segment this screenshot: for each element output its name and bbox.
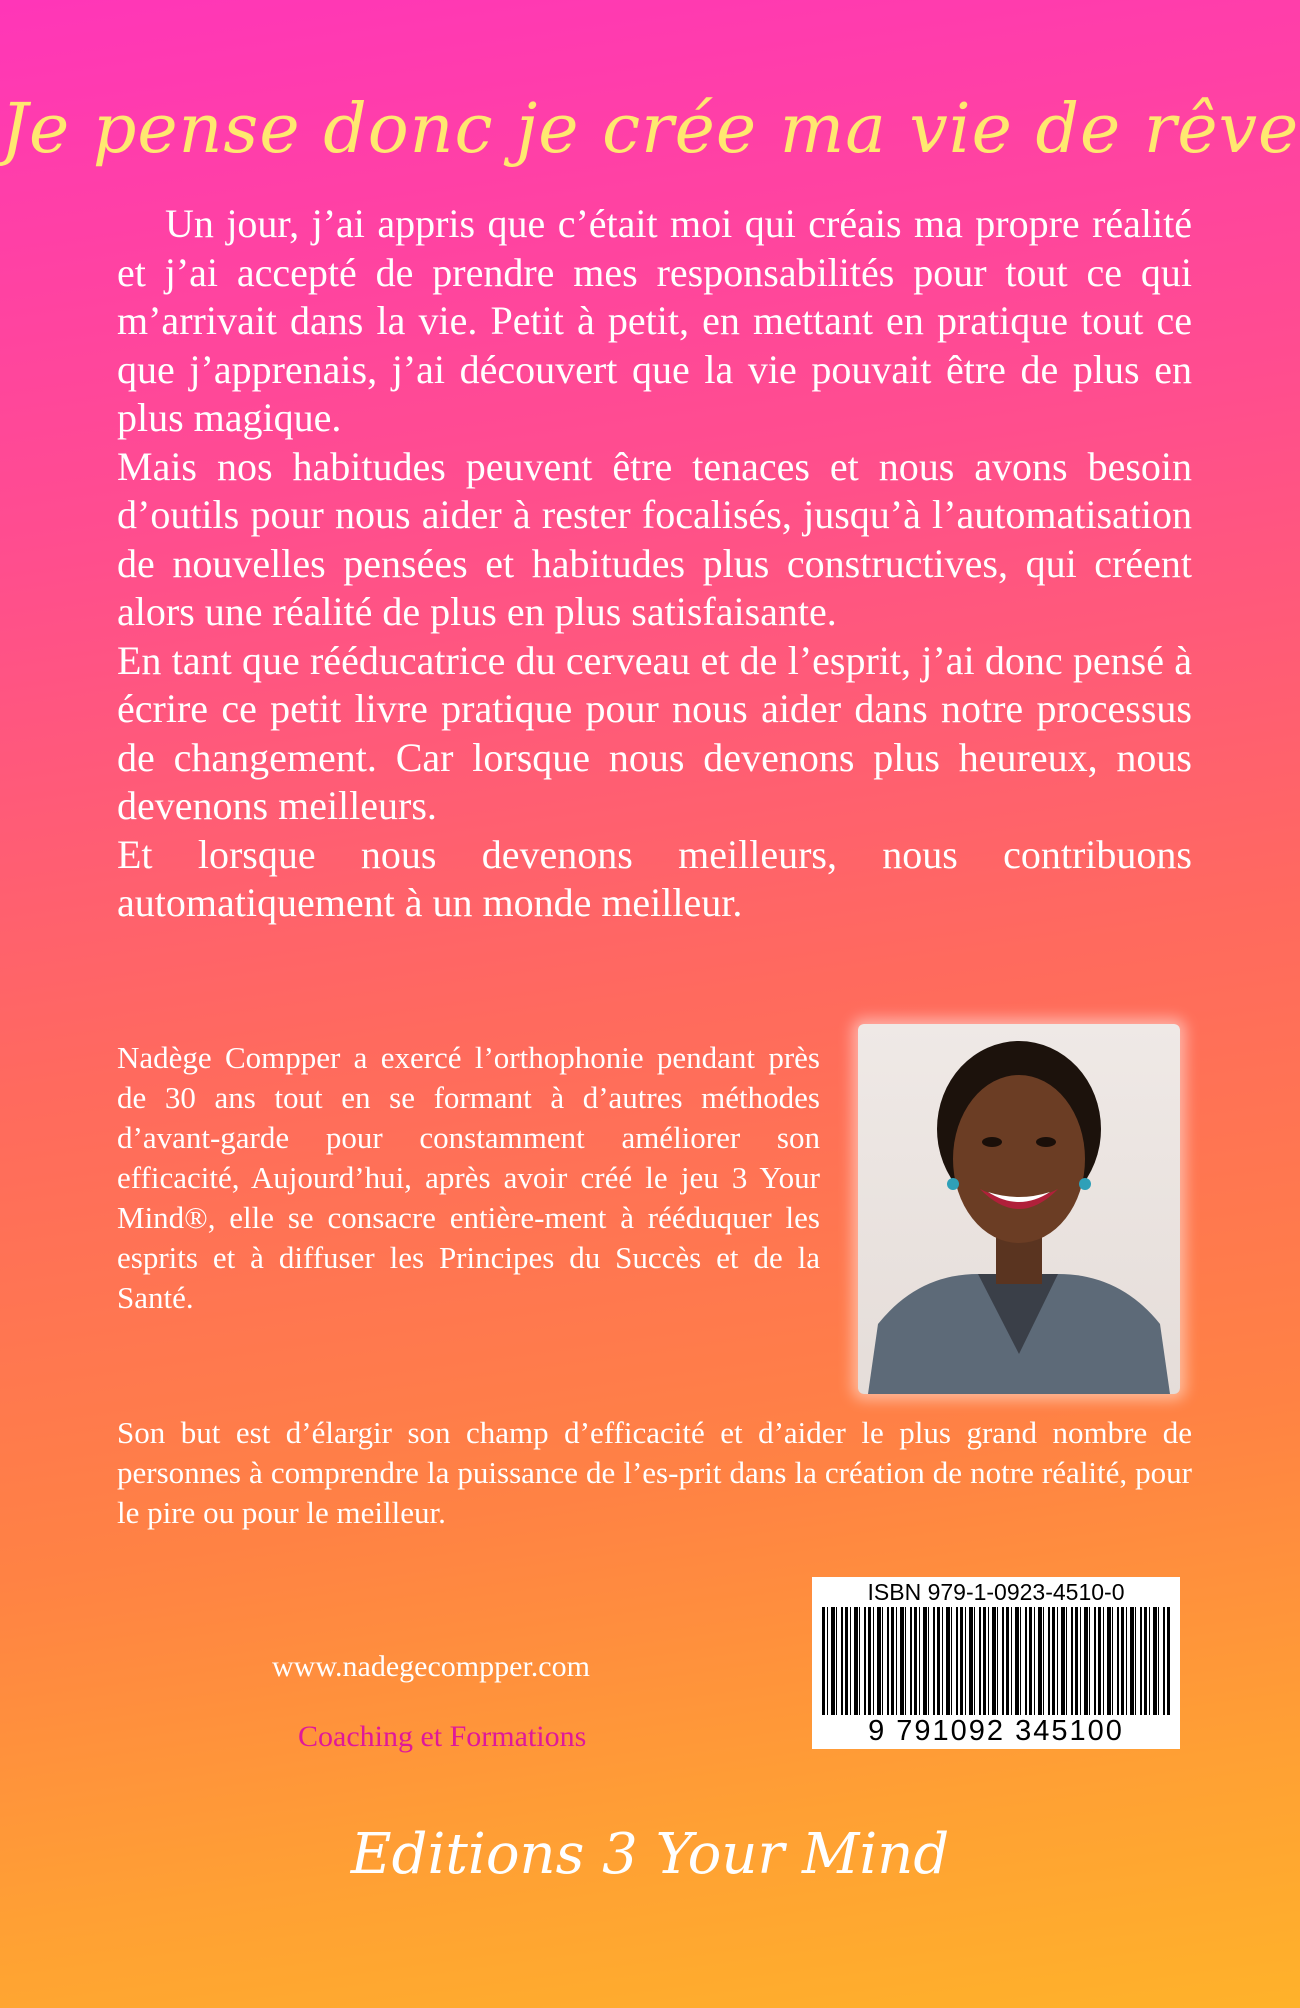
paragraph-intro: Un jour, j’ai appris que c’était moi qui créais ma propre réalité et j’ai accepté de prendre mes responsabilités pour tout ce qui m’arrivait dans la vie. Petit à petit, en mettant en pratique tout ce que j’apprenais, j’ai découvert que la vie pouvait être de plus en plus magique. [117,201,1192,440]
publisher-name: Editions 3 Your Mind [350,1822,950,1887]
isbn-barcode [812,1577,1180,1749]
book-title: Je pense donc je crée ma vie de rêve [0,90,1300,169]
author-bio: Nadège Compper a exercé l’orthophonie pendant près de 30 ans tout en se formant à d’autres méthodes d’avant-garde pour constamment améliorer son efficacité, Aujourd’hui, après avoir créé le jeu 3 Your Mind®, elle se consacre entière-ment à rééduquer les esprits et à diffuser les Principes du Succès et de la Santé. [117,1040,820,1315]
author-goal: Son but est d’élargir son champ d’efficacité et d’aider le plus grand nombre de personnes à comprendre la puissance de l’es-prit dans la création de notre réalité, pour le pire ou pour le meilleur. [117,1415,1192,1530]
portrait-illustration [858,1024,1180,1394]
paragraph-book-purpose: En tant que rééducatrice du cerveau et de l’esprit, j’ai donc pensé à écrire ce petit livre pratique pour nous aider dans notre processus de changement. Car lorsque nous devenons plus heureux, nous devenons meilleurs. [117,637,1192,828]
author-photo [858,1024,1180,1394]
back-cover-text [117,200,1192,928]
paragraph-habits: Mais nos habitudes peuvent être tenaces et nous avons besoin d’outils pour nous aider à rester focalisés, jusqu’à l’automatisation de nouvelles pensées et habitudes plus constructives, qui créent alors une réalité de plus en plus satisfaisante. [117,443,1192,634]
tagline: Coaching et Formations [298,1720,587,1753]
website-link[interactable]: www.nadegecompper.com [272,1650,590,1683]
paragraph-better-world: Et lorsque nous devenons meilleurs, nous contribuons automatiquement à un monde meilleur. [117,831,1192,925]
barcode-number: 9 791092 345100 [868,1715,1124,1747]
isbn-label: ISBN 979-1-0923-4510-0 [867,1579,1125,1605]
barcode-bars [822,1607,1170,1715]
